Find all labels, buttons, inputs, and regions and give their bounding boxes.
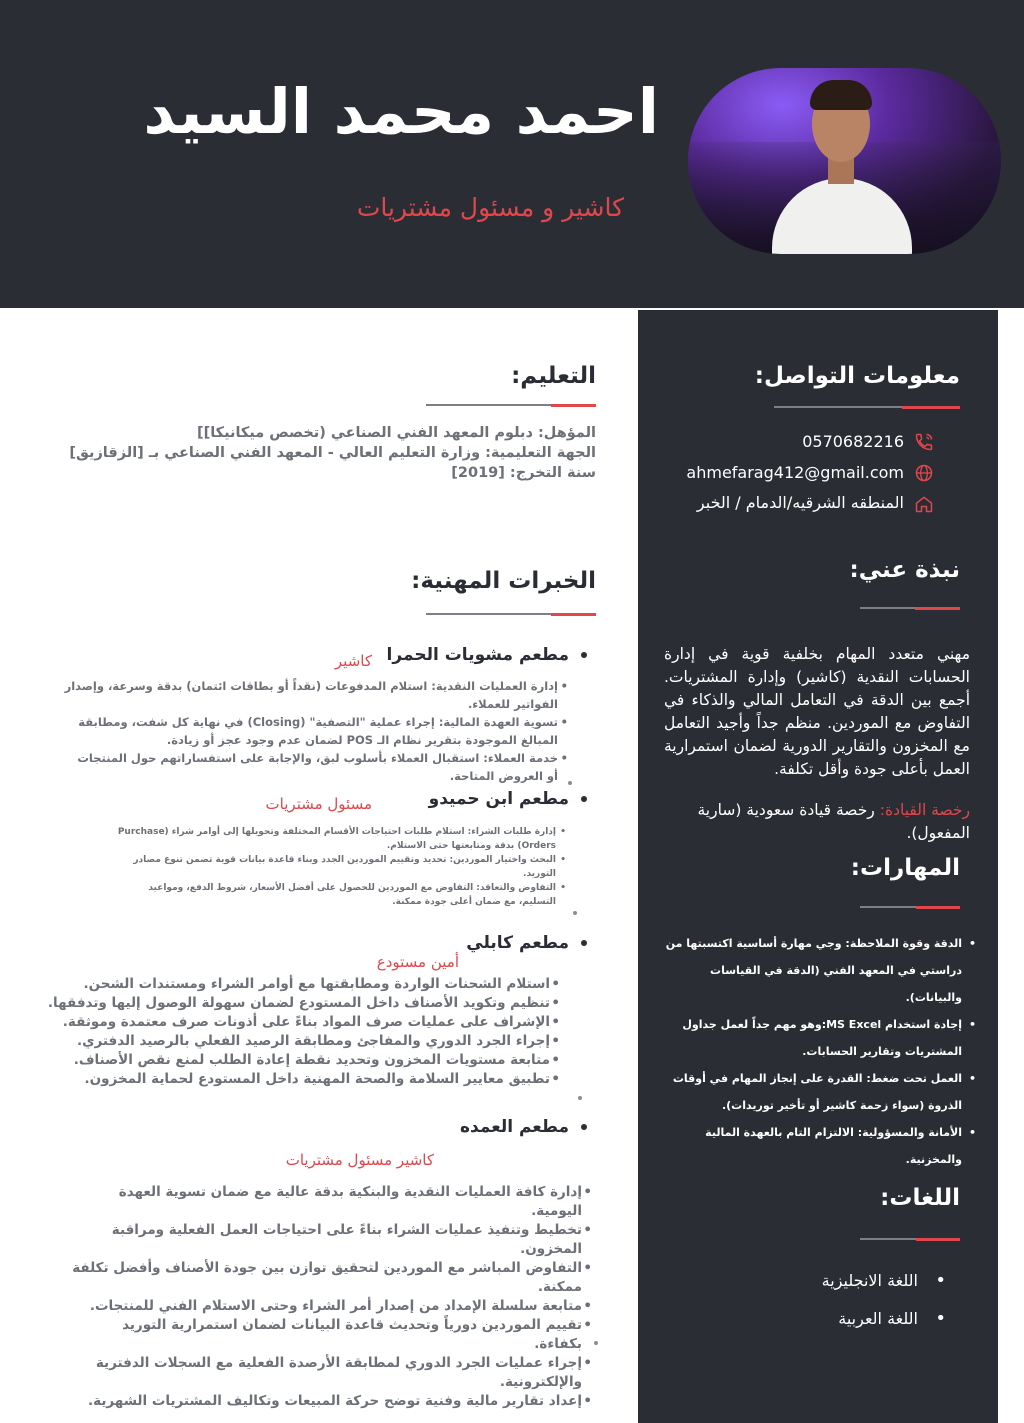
languages-heading: اللغات: xyxy=(880,1185,960,1211)
bullet-icon xyxy=(581,940,587,946)
responsibility-item: • التفاوض والتعاقد: التفاوض مع الموردين للحصول على أفضل الأسعار، شروط الدفع، ومواعيد التسليم، مع ضمان أعلى جودة ممكنة. xyxy=(116,881,566,909)
education-institution: الجهة التعليمية: وزارة التعليم العالي - المعهد الفني الصناعي بـ [الزقازيق] xyxy=(69,445,596,461)
bullet-icon xyxy=(581,1124,587,1130)
responsibility-item: • إجراء الجرد الدوري والمفاجئ ومطابقة الرصيد الفعلي بالرصيد الدفتري. xyxy=(40,1032,560,1051)
languages-heading-underline xyxy=(860,1238,960,1241)
experience-heading-underline xyxy=(426,613,596,616)
language-item: • اللغة الانجليزية xyxy=(822,1262,946,1300)
responsibility-item: • تخطيط وتنفيذ عمليات الشراء بناءً على احتياجات العمل الفعلية ومراقبة المخزون. xyxy=(72,1221,592,1259)
responsibility-item: • التفاوض المباشر مع الموردين لتحقيق توازن بين جودة الأصناف وأفضل تكلفة ممكنة. xyxy=(72,1259,592,1297)
experience-heading: الخبرات المهنية: xyxy=(411,568,596,594)
bullet-icon xyxy=(581,796,587,802)
about-heading-underline xyxy=(860,607,960,610)
responsibility-item: • إعداد تقارير مالية وفنية توضح حركة المبيعات وتكاليف المشتريات الشهرية. xyxy=(72,1392,592,1411)
education-qualification: المؤهل: دبلوم المعهد الفني الصناعي (تخصص ميكانيكا]] xyxy=(196,425,596,441)
skills-heading: المهارات: xyxy=(850,855,960,881)
responsibility-item: • تطبيق معايير السلامة والصحة المهنية داخل المستودع لحماية المخزون. xyxy=(40,1070,560,1089)
job-role: مسئول مشتريات xyxy=(265,795,372,813)
skill-item: • العمل تحت ضغط: القدرة على إنجاز المهام في أوقات الذروة (سواء زحمة كاشير أو تأخير توريدات). xyxy=(650,1065,980,1119)
phone-icon xyxy=(914,432,934,452)
company-name: مطعم كابلي xyxy=(466,933,587,953)
responsibility-item: • متابعة سلسلة الإمداد من إصدار أمر الشراء وحتى الاستلام الفني للمنتجات. xyxy=(72,1297,592,1316)
responsibilities-list xyxy=(40,975,560,1089)
contact-heading-underline xyxy=(774,406,960,409)
company-name: مطعم العمده xyxy=(460,1117,587,1137)
responsibility-item: • إدارة طلبات الشراء: استلام طلبات احتياجات الأقسام المختلفة وتحويلها إلى أوامر شراء (Purchase Orders) بدقة ومتابعتها حتى الاستلام. xyxy=(116,825,566,853)
responsibilities-list xyxy=(116,825,566,909)
job-role: أمين مستودع xyxy=(376,953,459,971)
responsibility-item: • متابعة مستويات المخزون وتحديد نقطة إعادة الطلب لمنع نقص الأصناف. xyxy=(40,1051,560,1070)
responsibility-item: • إدارة العمليات النقدية: استلام المدفوعات (نقداً أو بطاقات ائتمان) بدقة وسرعة، وإصدار الفواتير للعملاء. xyxy=(63,677,568,713)
bullet-icon xyxy=(581,652,587,658)
responsibility-item: • خدمة العملاء: استقبال العملاء بأسلوب لبق، والإجابة على استفساراتهم حول المنتجات أو العروض المتاحة. xyxy=(63,749,568,785)
header-banner xyxy=(0,0,1024,308)
responsibilities-list xyxy=(72,1183,592,1411)
languages-list xyxy=(822,1262,946,1338)
language-item: • اللغة العربية xyxy=(822,1300,946,1338)
job-role: كاشير xyxy=(334,652,372,670)
responsibility-item: • الإشراف على عمليات صرف المواد بناءً على أذونات صرف معتمدة وموثقة. xyxy=(40,1013,560,1032)
responsibility-item: • إجراء عمليات الجرد الدوري لمطابقة الأرصدة الفعلية مع السجلات الدفترية والإلكترونية. xyxy=(72,1354,592,1392)
about-text: مهني متعدد المهام بخلفية قوية في إدارة الحسابات النقدية (كاشير) وإدارة المشتريات. أجمع بين الدقة في التعامل المالي والذكاء في التفاوض مع الموردين. منظم جداً وأجيد التعامل مع المخزون والتقارير الدورية لضمان استمرارية العمل بأعلى جودة وأقل تكلفة. xyxy=(664,645,970,778)
responsibility-item: • البحث واختيار الموردين: تحديد وتقييم الموردين الجدد وبناء قاعدة بيانات قوية تضمن تنوع مصادر التوريد. xyxy=(116,853,566,881)
responsibility-item: • تسوية العهدة المالية: إجراء عملية "التصفية" (Closing) في نهاية كل شفت، ومطابقة المبالغ الموجودة بتقرير نظام الـ POS لضمان عدم وجود عجز أو زيادة. xyxy=(63,713,568,749)
skills-list xyxy=(650,930,980,1173)
contact-location: المنطقه الشرقيه/الدمام / الخبر xyxy=(696,493,904,512)
skill-item: • إجادة استخدام MS Excel:وهو مهم جداً لعمل جداول المشتريات وتقارير الحسابات. xyxy=(650,1011,980,1065)
empty-bullet xyxy=(573,911,577,915)
job-title: كاشير و مسئول مشتريات xyxy=(356,193,624,222)
license-value: رخصة قيادة سعودية (سارية المفعول). xyxy=(697,801,970,842)
license-label: رخصة القيادة: xyxy=(879,801,970,819)
empty-bullet xyxy=(568,781,572,785)
empty-bullet xyxy=(578,1096,582,1100)
job-role: كاشير مسئول مشتريات xyxy=(285,1151,434,1169)
company-name: مطعم مشويات الحمرا xyxy=(387,645,587,665)
home-icon xyxy=(914,494,934,514)
globe-icon xyxy=(914,463,934,483)
contact-phone: 0570682216 xyxy=(802,432,904,451)
about-heading: نبذة عني: xyxy=(849,557,960,583)
education-details xyxy=(36,423,596,483)
profile-photo xyxy=(688,68,1001,254)
driving-license xyxy=(664,799,970,845)
education-heading: التعليم: xyxy=(511,363,596,389)
empty-bullet xyxy=(594,1341,598,1345)
skills-heading-underline xyxy=(860,906,960,909)
person-name: احمد محمد السيد xyxy=(143,75,659,148)
skill-item: • الأمانة والمسؤولية: الالتزام التام بالعهدة المالية والمخزنية. xyxy=(650,1119,980,1173)
skill-item: • الدقة وقوة الملاحظة: وجي مهارة أساسية اكتسبتها من دراستي في المعهد الفني (الدقة في القياسات والبيانات). xyxy=(650,930,980,1011)
education-graduation-year: سنة التخرج: [2019] xyxy=(451,465,596,481)
contact-email: ahmefarag412@gmail.com xyxy=(686,463,904,482)
responsibility-item: • إدارة كافة العمليات النقدية والبنكية بدقة عالية مع ضمان تسوية العهدة اليومية. xyxy=(72,1183,592,1221)
responsibility-item: • استلام الشحنات الواردة ومطابقتها مع أوامر الشراء ومستندات الشحن. xyxy=(40,975,560,994)
responsibility-item: • تقييم الموردين دورياً وتحديث قاعدة البيانات لضمان استمرارية التوريد بكفاءة. xyxy=(72,1316,592,1354)
responsibilities-list xyxy=(63,677,568,785)
responsibility-item: • تنظيم وتكويد الأصناف داخل المستودع لضمان سهولة الوصول إليها وتدفقها. xyxy=(40,994,560,1013)
education-heading-underline xyxy=(426,404,596,407)
contact-heading: معلومات التواصل: xyxy=(754,363,960,389)
company-name: مطعم ابن حميدو xyxy=(429,789,587,809)
